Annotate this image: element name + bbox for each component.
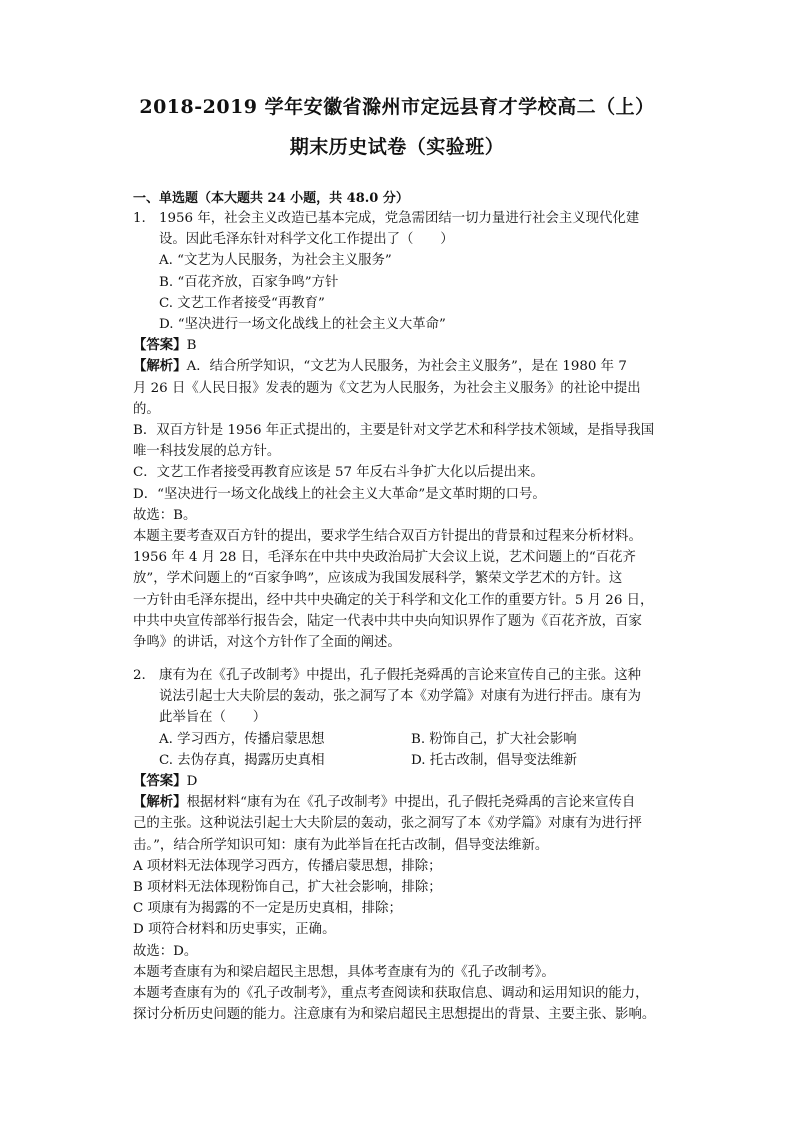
options-grid — [159, 729, 668, 771]
stem-line: 设。因此毛泽东针对科学文化工作提出了（ ） — [159, 232, 454, 248]
analysis-line: 击。”，结合所学知识可知：康有为此举旨在托古改制，倡导变法维新。 — [133, 837, 549, 853]
question-stem — [159, 665, 668, 729]
option-d: D. “坚决进行一场文化战线上的社会主义大革命” — [159, 317, 446, 333]
section-heading: 一、单选题（本大题共 24 小题，共 48.0 分） — [133, 191, 409, 206]
analysis-line: D 项符合材料和历史事实，正确。 — [133, 922, 336, 938]
analysis-line: D．“坚决进行一场文化战线上的社会主义大革命”是文革时期的口号。 — [133, 486, 546, 502]
question-number: 2. — [133, 668, 146, 683]
analysis-line: C 项康有为揭露的不一定是历史真相，排除； — [133, 901, 402, 917]
analysis-line: 中共中央宣传部举行报告会，陆定一代表中共中央向知识界作了题为《百花齐放，百家 — [133, 613, 642, 629]
option-c: C. 去伪存真，揭露历史真相 — [159, 752, 325, 768]
analysis-line: 1956 年 4 月 28 日，毛泽东在中共中央政治局扩大会议上说，艺术问题上的“百花齐 — [133, 550, 636, 566]
answer-tag: 【答案】 — [133, 337, 187, 354]
analysis-line: 本题考查康有为和梁启超民主思想，具体考查康有为的《孔子改制考》。 — [133, 964, 555, 980]
analysis-line: 放”，学术问题上的“百家争鸣”，应该成为我国发展科学，繁荣文学艺术的方针。这 — [133, 571, 623, 587]
answer-tag: 【答案】 — [133, 773, 187, 790]
analysis-line: 故选：B。 — [133, 507, 197, 523]
option-d: D. 托古改制，倡导变法维新 — [411, 752, 578, 768]
analysis-line: 争鸣》的讲话，对这个方针作了全面的阐述。 — [133, 635, 401, 651]
analysis-line: B．双百方针是 1956 年正式提出的，主要是针对文学艺术和科学技术领域，是指导我国 — [133, 423, 655, 439]
analysis — [133, 356, 668, 653]
option-a: A. “文艺为人民服务，为社会主义服务” — [159, 253, 392, 269]
stem-line: 1956 年，社会主义改造已基本完成，党急需团结一切力量进行社会主义现代化建 — [159, 211, 640, 226]
option-c: C. 文艺工作者接受“再教育” — [159, 295, 325, 311]
exam-title-line1: 2018-2019 学年安徽省滁州市定远县育才学校高二（上） — [139, 96, 655, 118]
question-number: 1. — [133, 211, 146, 226]
exam-title-line2: 期末历史试卷（实验班） — [289, 136, 505, 158]
analysis-line: 唯一科技发展的总方针。 — [133, 444, 281, 460]
analysis-line: 本题考查康有为的《孔子改制考》，重点考查阅读和获取信息、调动和运用知识的能力， — [133, 986, 649, 1002]
analysis-line: 己的主张。这种说法引起士大夫阶层的轰动，张之洞写了本《劝学篇》对康有为进行抨 — [133, 816, 642, 832]
question-2 — [133, 665, 668, 1025]
answer-line — [133, 771, 668, 792]
analysis-tag: 【解析】 — [133, 358, 187, 375]
analysis-line: A 项材料无法体现学习西方，传播启蒙思想，排除； — [133, 858, 442, 874]
answer-value: D — [186, 774, 198, 790]
question-stem — [159, 208, 668, 250]
analysis-line: B 项材料无法体现粉饰自己，扩大社会影响，排除； — [133, 880, 442, 896]
option-b: B. 粉饰自己，扩大社会影响 — [411, 731, 577, 747]
analysis-line: C．文艺工作者接受再教育应该是 57 年反右斗争扩大化以后提出来。 — [133, 465, 544, 481]
analysis — [133, 792, 668, 1025]
analysis-line: 根据材料“康有为在《孔子改制考》中提出，孔子假托尧舜禹的言论来宣传自 — [186, 795, 636, 811]
option-b: B. “百花齐放，百家争鸣”方针 — [159, 274, 339, 290]
stem-line: 说法引起士大夫阶层的轰动，张之洞写了本《劝学篇》对康有为进行抨击。康有为 — [159, 689, 642, 705]
question-1 — [133, 208, 668, 653]
analysis-line: A．结合所学知识，“文艺为人民服务，为社会主义服务”，是在 1980 年 7 — [186, 359, 627, 375]
analysis-line: 探讨分析历史问题的能力。注意康有为和梁启超民主思想提出的背景、主要主张、影响。 — [133, 1007, 656, 1023]
stem-line: 此举旨在（ ） — [159, 710, 267, 726]
answer-line — [133, 335, 668, 356]
analysis-tag: 【解析】 — [133, 794, 187, 811]
stem-line: 康有为在《孔子改制考》中提出，孔子假托尧舜禹的言论来宣传自己的主张。这种 — [159, 668, 642, 683]
answer-value: B — [186, 338, 197, 354]
analysis-line: 故选：D。 — [133, 943, 198, 959]
analysis-line: 一方针由毛泽东提出，经中共中央确定的关于科学和文化工作的重要方针。5 月 26 日， — [133, 592, 654, 608]
analysis-line: 的。 — [133, 401, 160, 417]
option-a: A. 学习西方，传播启蒙思想 — [159, 731, 325, 747]
analysis-line: 月 26 日《人民日报》发表的题为《文艺为人民服务，为社会主义服务》的社论中提出 — [133, 380, 641, 396]
analysis-line: 本题主要考查双百方针的提出，要求学生结合双百方针提出的背景和过程来分析材料。 — [133, 529, 642, 545]
